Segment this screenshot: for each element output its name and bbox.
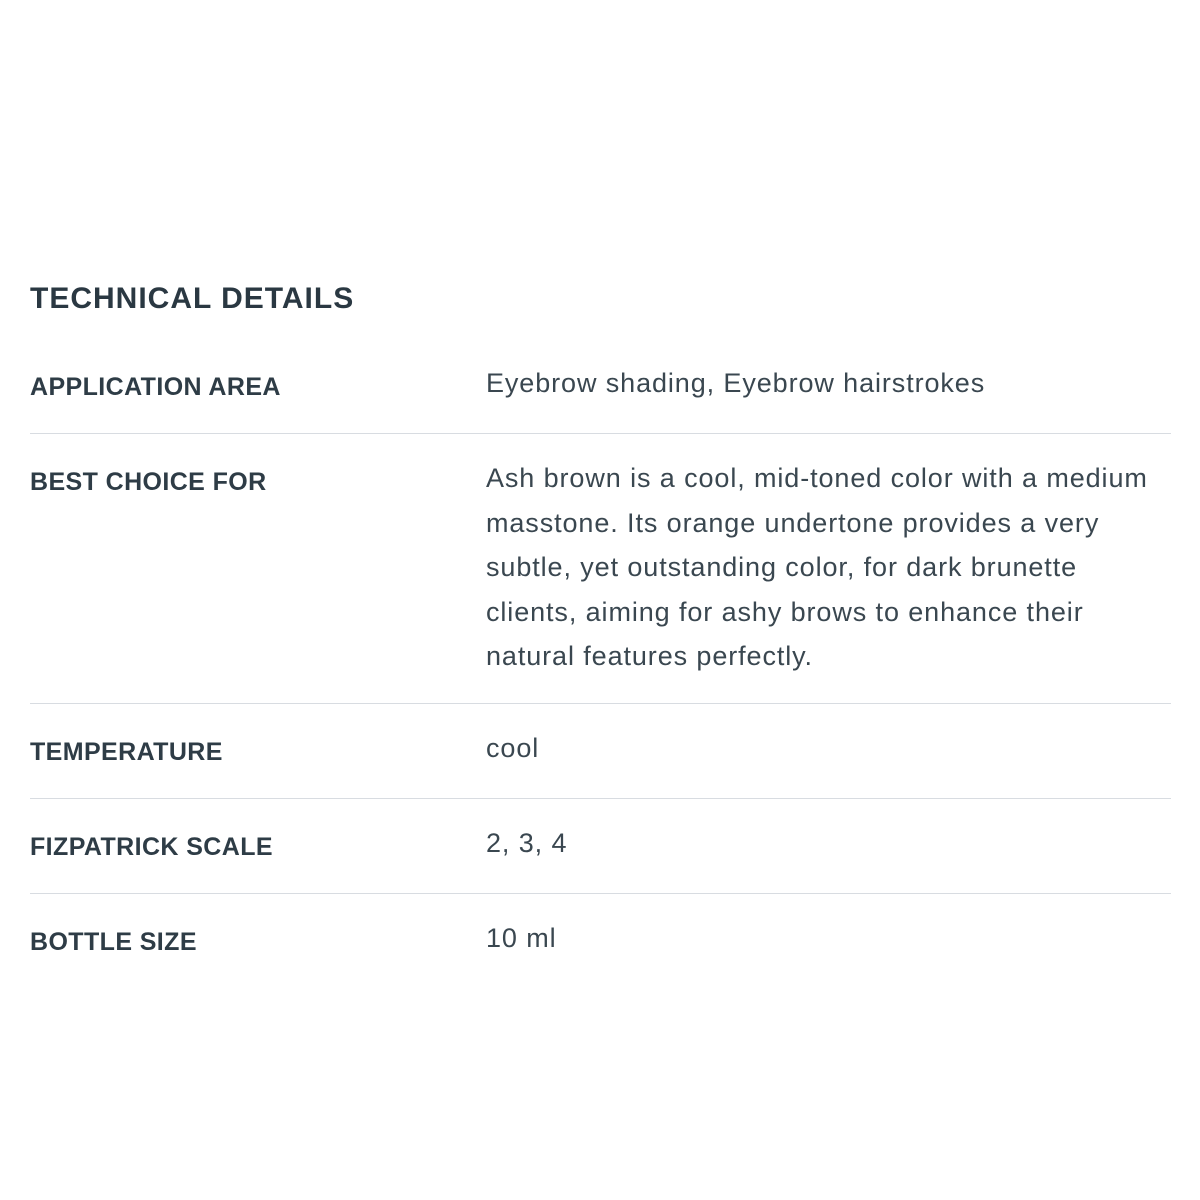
- detail-row-bottle-size: [30, 894, 1171, 988]
- detail-value: 10 ml: [486, 922, 557, 953]
- detail-label: TEMPERATURE: [30, 737, 223, 766]
- detail-row-temperature: [30, 704, 1171, 799]
- section-title: TECHNICAL DETAILS: [30, 282, 355, 315]
- detail-row-best-choice-for: [30, 434, 1171, 704]
- detail-value: Eyebrow shading, Eyebrow hairstrokes: [486, 368, 986, 398]
- detail-value: 2, 3, 4: [486, 827, 568, 858]
- detail-label: BOTTLE SIZE: [30, 927, 197, 956]
- technical-details-section: [30, 279, 1171, 988]
- details-list: [30, 361, 1171, 988]
- detail-row-application-area: [30, 361, 1171, 434]
- detail-label: FIZPATRICK SCALE: [30, 832, 273, 861]
- detail-value: Ash brown is a cool, mid-toned color with a medium masstone. Its orange undertone provides a very subtle, yet outstanding color, for dark brunette clients, aiming for ashy brows to enhance their natural features perfectly.: [486, 463, 1148, 671]
- detail-label: APPLICATION AREA: [30, 373, 281, 401]
- detail-row-fizpatrick-scale: [30, 799, 1171, 894]
- detail-label: BEST CHOICE FOR: [30, 468, 267, 496]
- detail-value: cool: [486, 732, 540, 763]
